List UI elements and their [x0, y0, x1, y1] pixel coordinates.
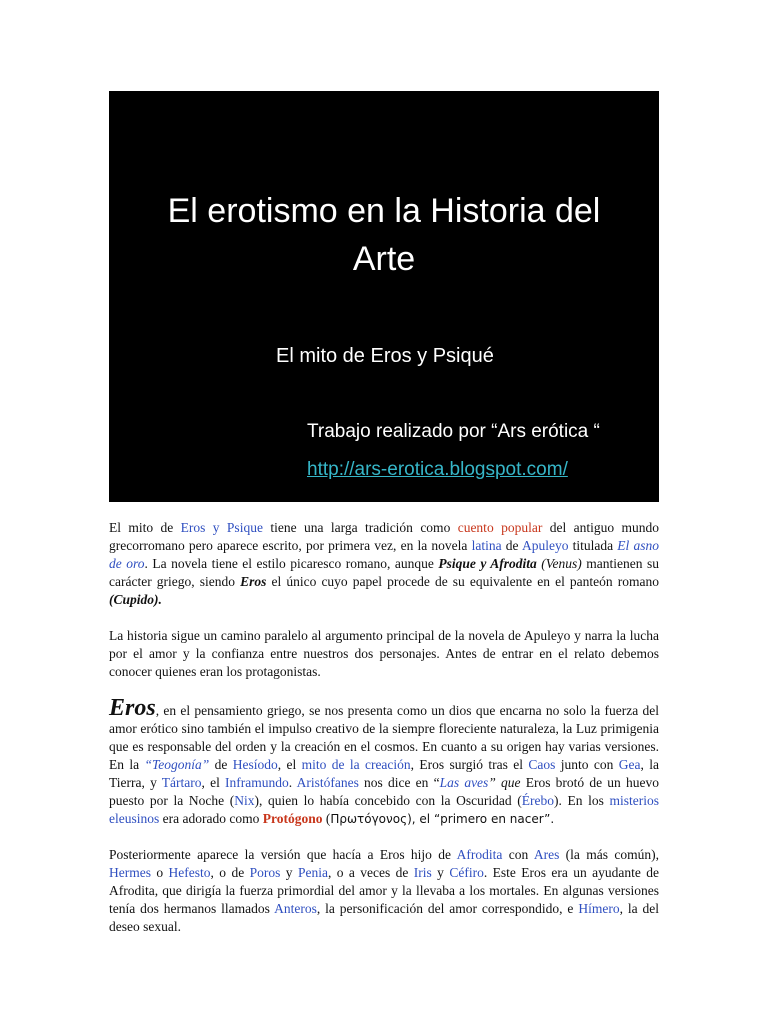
link-hefesto[interactable]: Hefesto	[168, 865, 211, 880]
link-latina[interactable]: latina	[471, 538, 502, 553]
paragraph-intro	[109, 519, 659, 609]
text: nos dice en “	[358, 775, 440, 790]
link-afrodita[interactable]: Afrodita	[456, 847, 503, 862]
text: , la Tierra, y	[109, 757, 659, 790]
banner-author: Trabajo realizado por “Ars erótica “	[307, 421, 600, 442]
text: o	[150, 865, 169, 880]
link-hermes[interactable]: Hermes	[109, 865, 151, 880]
greek-text: Πρωτόγονος), el “primero en nacer”.	[330, 812, 555, 826]
banner-subtitle: El mito de Eros y Psiqué	[276, 345, 494, 367]
banner-url-link[interactable]: http://ars-erotica.blogspot.com/	[307, 459, 568, 480]
link-tartaro[interactable]: Tártaro	[161, 775, 202, 790]
cupido-text: (Cupido).	[109, 592, 162, 607]
link-hesiodo[interactable]: Hesíodo	[232, 757, 278, 772]
venus-text: (Venus)	[536, 556, 582, 571]
link-misterios-eleusinos[interactable]: misterios eleusinos	[109, 793, 659, 826]
link-caos[interactable]: Caos	[528, 757, 556, 772]
link-teogonia[interactable]: “Teogonía”	[144, 757, 210, 772]
text: junto con	[555, 757, 619, 772]
text: , o a veces de	[327, 865, 414, 880]
paragraph-versions	[109, 846, 659, 936]
text: (la más común),	[559, 847, 659, 862]
link-ares[interactable]: Ares	[533, 847, 560, 862]
text: ” que	[488, 775, 521, 790]
text: ), quien lo había concebido con la Oscuridad (	[254, 793, 522, 808]
link-aristofanes[interactable]: Aristófanes	[296, 775, 359, 790]
text: . La novela tiene el estilo picaresco romano, aunque	[144, 556, 439, 571]
title-banner	[109, 91, 659, 502]
text: , el	[201, 775, 226, 790]
link-nix[interactable]: Nix	[234, 793, 255, 808]
text: y	[431, 865, 450, 880]
link-inframundo[interactable]: Inframundo	[225, 775, 289, 790]
banner-title-line1: El erotismo en la Historia del	[167, 192, 601, 230]
text: el único cuyo papel procede de su equivalente en el panteón romano	[266, 574, 659, 589]
paragraph-eros	[109, 695, 659, 828]
text: , Eros surgió tras el	[410, 757, 529, 772]
link-erebo[interactable]: Érebo	[521, 793, 554, 808]
link-mito-creacion[interactable]: mito de la creación	[301, 757, 411, 772]
text: .	[288, 775, 297, 790]
eros-heading: Eros	[109, 695, 156, 721]
text: , el	[277, 757, 302, 772]
text: con	[502, 847, 534, 862]
text: (	[322, 811, 331, 826]
text: Posteriormente aparece la versión que hacía a Eros hijo de	[109, 847, 457, 862]
link-himero[interactable]: Hímero	[578, 901, 620, 916]
link-eros-psique[interactable]: Eros y Psique	[180, 520, 263, 535]
link-anteros[interactable]: Anteros	[274, 901, 317, 916]
text: del antiguo mundo grecorromano pero aparece escrito, por primera vez, en la novela	[109, 520, 659, 553]
link-poros[interactable]: Poros	[249, 865, 281, 880]
link-protogono[interactable]: Protógono	[262, 811, 323, 826]
text: El mito de	[109, 520, 181, 535]
text: . Este Eros era un ayudante de Afrodita, que dirigía la fuerza primordial del amor y la llevaba a los mortales. En algunas versiones tenía dos hermanos llamados	[109, 865, 660, 916]
psique-afrodita-text: Psique y Afrodita	[438, 556, 537, 571]
link-iris[interactable]: Iris	[413, 865, 432, 880]
link-asno-de-oro[interactable]: El asno de oro	[109, 538, 659, 571]
text: de	[209, 757, 233, 772]
text: Eros brotó de un huevo puesto por la Noche (	[109, 775, 659, 808]
link-penia[interactable]: Penia	[297, 865, 328, 880]
text: , la personificación del amor correspondido, e	[316, 901, 579, 916]
text: y	[280, 865, 298, 880]
link-cuento-popular[interactable]: cuento popular	[457, 520, 543, 535]
link-las-aves[interactable]: Las aves	[439, 775, 489, 790]
text: titulada	[568, 538, 618, 553]
paragraph-story: La historia sigue un camino paralelo al argumento principal de la novela de Apuleyo y narra la lucha por el amor y la confianza entre nuestros dos personajes. Antes de entrar en el relato debemos conocer quienes eran los protagonistas.	[109, 628, 659, 679]
text: de	[501, 538, 522, 553]
eros-text: Eros	[240, 574, 267, 589]
banner-title-line2: Arte	[352, 240, 416, 278]
text: ). En los	[554, 793, 610, 808]
text: , o de	[210, 865, 250, 880]
text: , la del deseo sexual.	[109, 901, 659, 934]
document-body	[109, 519, 659, 954]
text: mantienen su carácter griego, siendo	[109, 556, 660, 589]
link-gea[interactable]: Gea	[618, 757, 641, 772]
text: era adorado como	[159, 811, 263, 826]
text: tiene una larga tradición como	[262, 520, 458, 535]
text: , en el pensamiento griego, se nos presenta como un dios que encarna no solo la fuerza del amor erótico sino también el impulso creativo de la siempre floreciente naturaleza, la Luz primigenia que es responsable del orden y la creación en el cosmos. En cuanto a su origen hay varias versiones. En la	[109, 703, 659, 772]
link-apuleyo[interactable]: Apuleyo	[521, 538, 569, 553]
link-cefiro[interactable]: Céfiro	[449, 865, 484, 880]
